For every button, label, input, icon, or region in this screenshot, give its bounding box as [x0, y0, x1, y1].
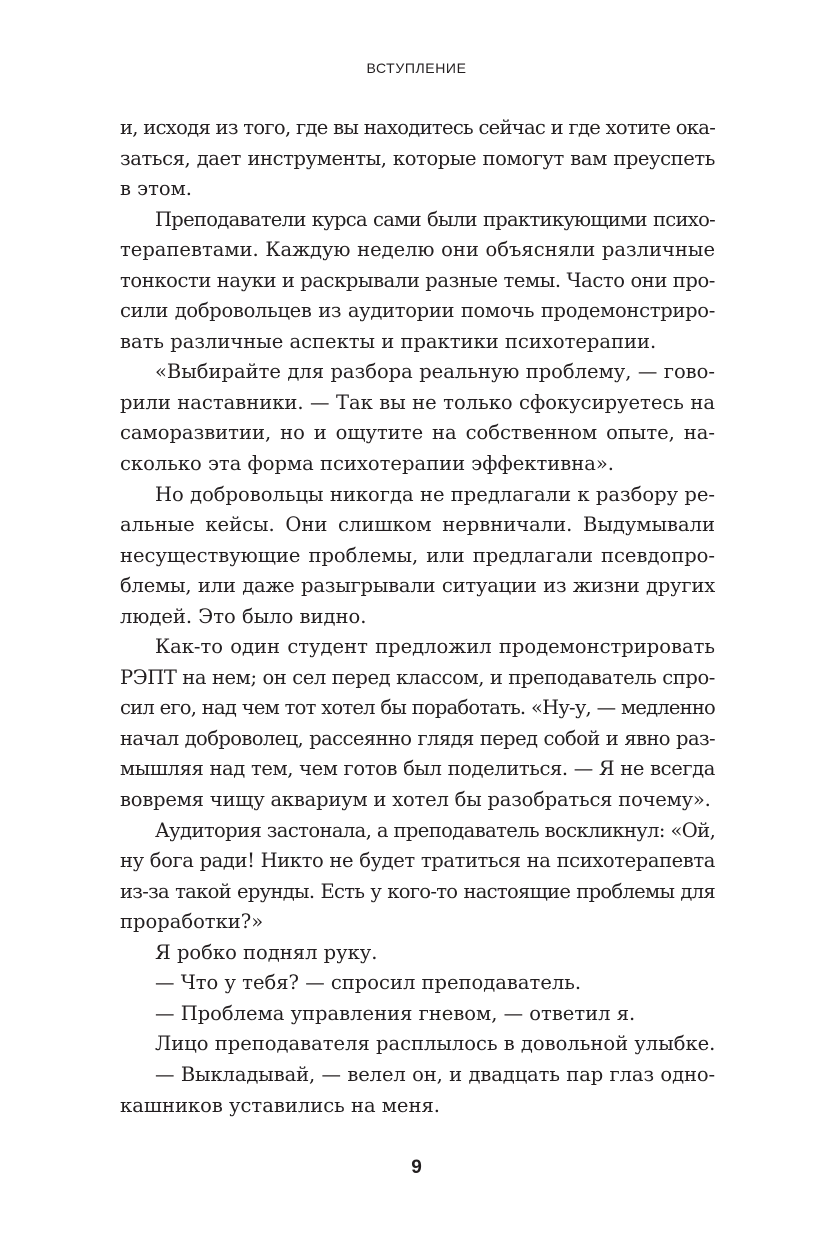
text-line: сколько эта форма психотерапии эффективна».	[120, 452, 614, 476]
text-line: терапевтами. Каждую неделю они объясняли различные	[120, 238, 715, 262]
body-text	[120, 113, 715, 1121]
text-line: из-за такой ерунды. Есть у кого-то настоящие проблемы для	[120, 879, 715, 903]
text-line: — Проблема управления гневом, — ответил я.	[155, 1001, 636, 1025]
text-line: вать различные аспекты и практики психотерапии.	[120, 329, 657, 353]
text-line: кашников уставились на меня.	[120, 1093, 440, 1117]
text-line: РЭПТ на нем; он сел перед классом, и преподаватель спро-	[120, 665, 715, 689]
text-line: альные кейсы. Они слишком нервничали. Выдумывали	[120, 513, 715, 537]
text-line: Аудитория застонала, а преподаватель воскликнул: «Ой,	[155, 818, 716, 842]
text-line: Но добровольцы никогда не предлагали к разбору ре-	[155, 482, 715, 506]
text-line: несуществующие проблемы, или предлагали псевдопро-	[120, 543, 715, 567]
text-line: мышляя над тем, чем готов был поделиться. — Я не всегда	[120, 757, 715, 781]
text-line: сили добровольцев из аудитории помочь продемонстриро-	[120, 299, 715, 323]
text-line: — Выкладывай, — велел он, и двадцать пар глаз одно-	[155, 1062, 715, 1086]
running-head: ВСТУПЛЕНИЕ	[366, 60, 467, 76]
text-line: блемы, или даже разыгрывали ситуации из жизни других	[120, 574, 715, 598]
text-line: Преподаватели курса сами были практикующими психо-	[155, 207, 715, 231]
text-line: начал доброволец, рассеянно глядя перед собой и явно раз-	[120, 726, 715, 750]
text-line: саморазвитии, но и ощутите на собственном опыте, на-	[120, 421, 715, 445]
text-line: «Выбирайте для разбора реальную проблему, — гово-	[155, 360, 715, 384]
text-line: в этом.	[120, 177, 192, 201]
text-line: Как-то один студент предложил продемонстрировать	[155, 635, 715, 659]
text-line: сил его, над чем тот хотел бы поработать. «Ну-у, — медленно	[120, 696, 715, 720]
page-number: 9	[411, 1157, 422, 1178]
text-line: Я робко поднял руку.	[155, 940, 378, 964]
text-line: Лицо преподавателя расплылось в довольной улыбке.	[155, 1032, 716, 1056]
text-line: и, исходя из того, где вы находитесь сейчас и где хотите ока-	[120, 116, 716, 139]
text-line: — Что у тебя? — спросил преподаватель.	[155, 971, 582, 995]
text-line: людей. Это было видно.	[120, 604, 367, 628]
text-line: тонкости науки и раскрывали разные темы. Часто они про-	[120, 268, 715, 292]
text-line: заться, дает инструменты, которые помогут вам преуспеть	[120, 146, 715, 170]
text-line: рили наставники. — Так вы не только сфокусируетесь на	[120, 390, 715, 414]
text-line: проработки?»	[120, 910, 264, 934]
text-line: ну бога ради! Никто не будет тратиться на психотерапевта	[120, 849, 715, 873]
text-line: вовремя чищу аквариум и хотел бы разобраться почему».	[120, 788, 711, 812]
